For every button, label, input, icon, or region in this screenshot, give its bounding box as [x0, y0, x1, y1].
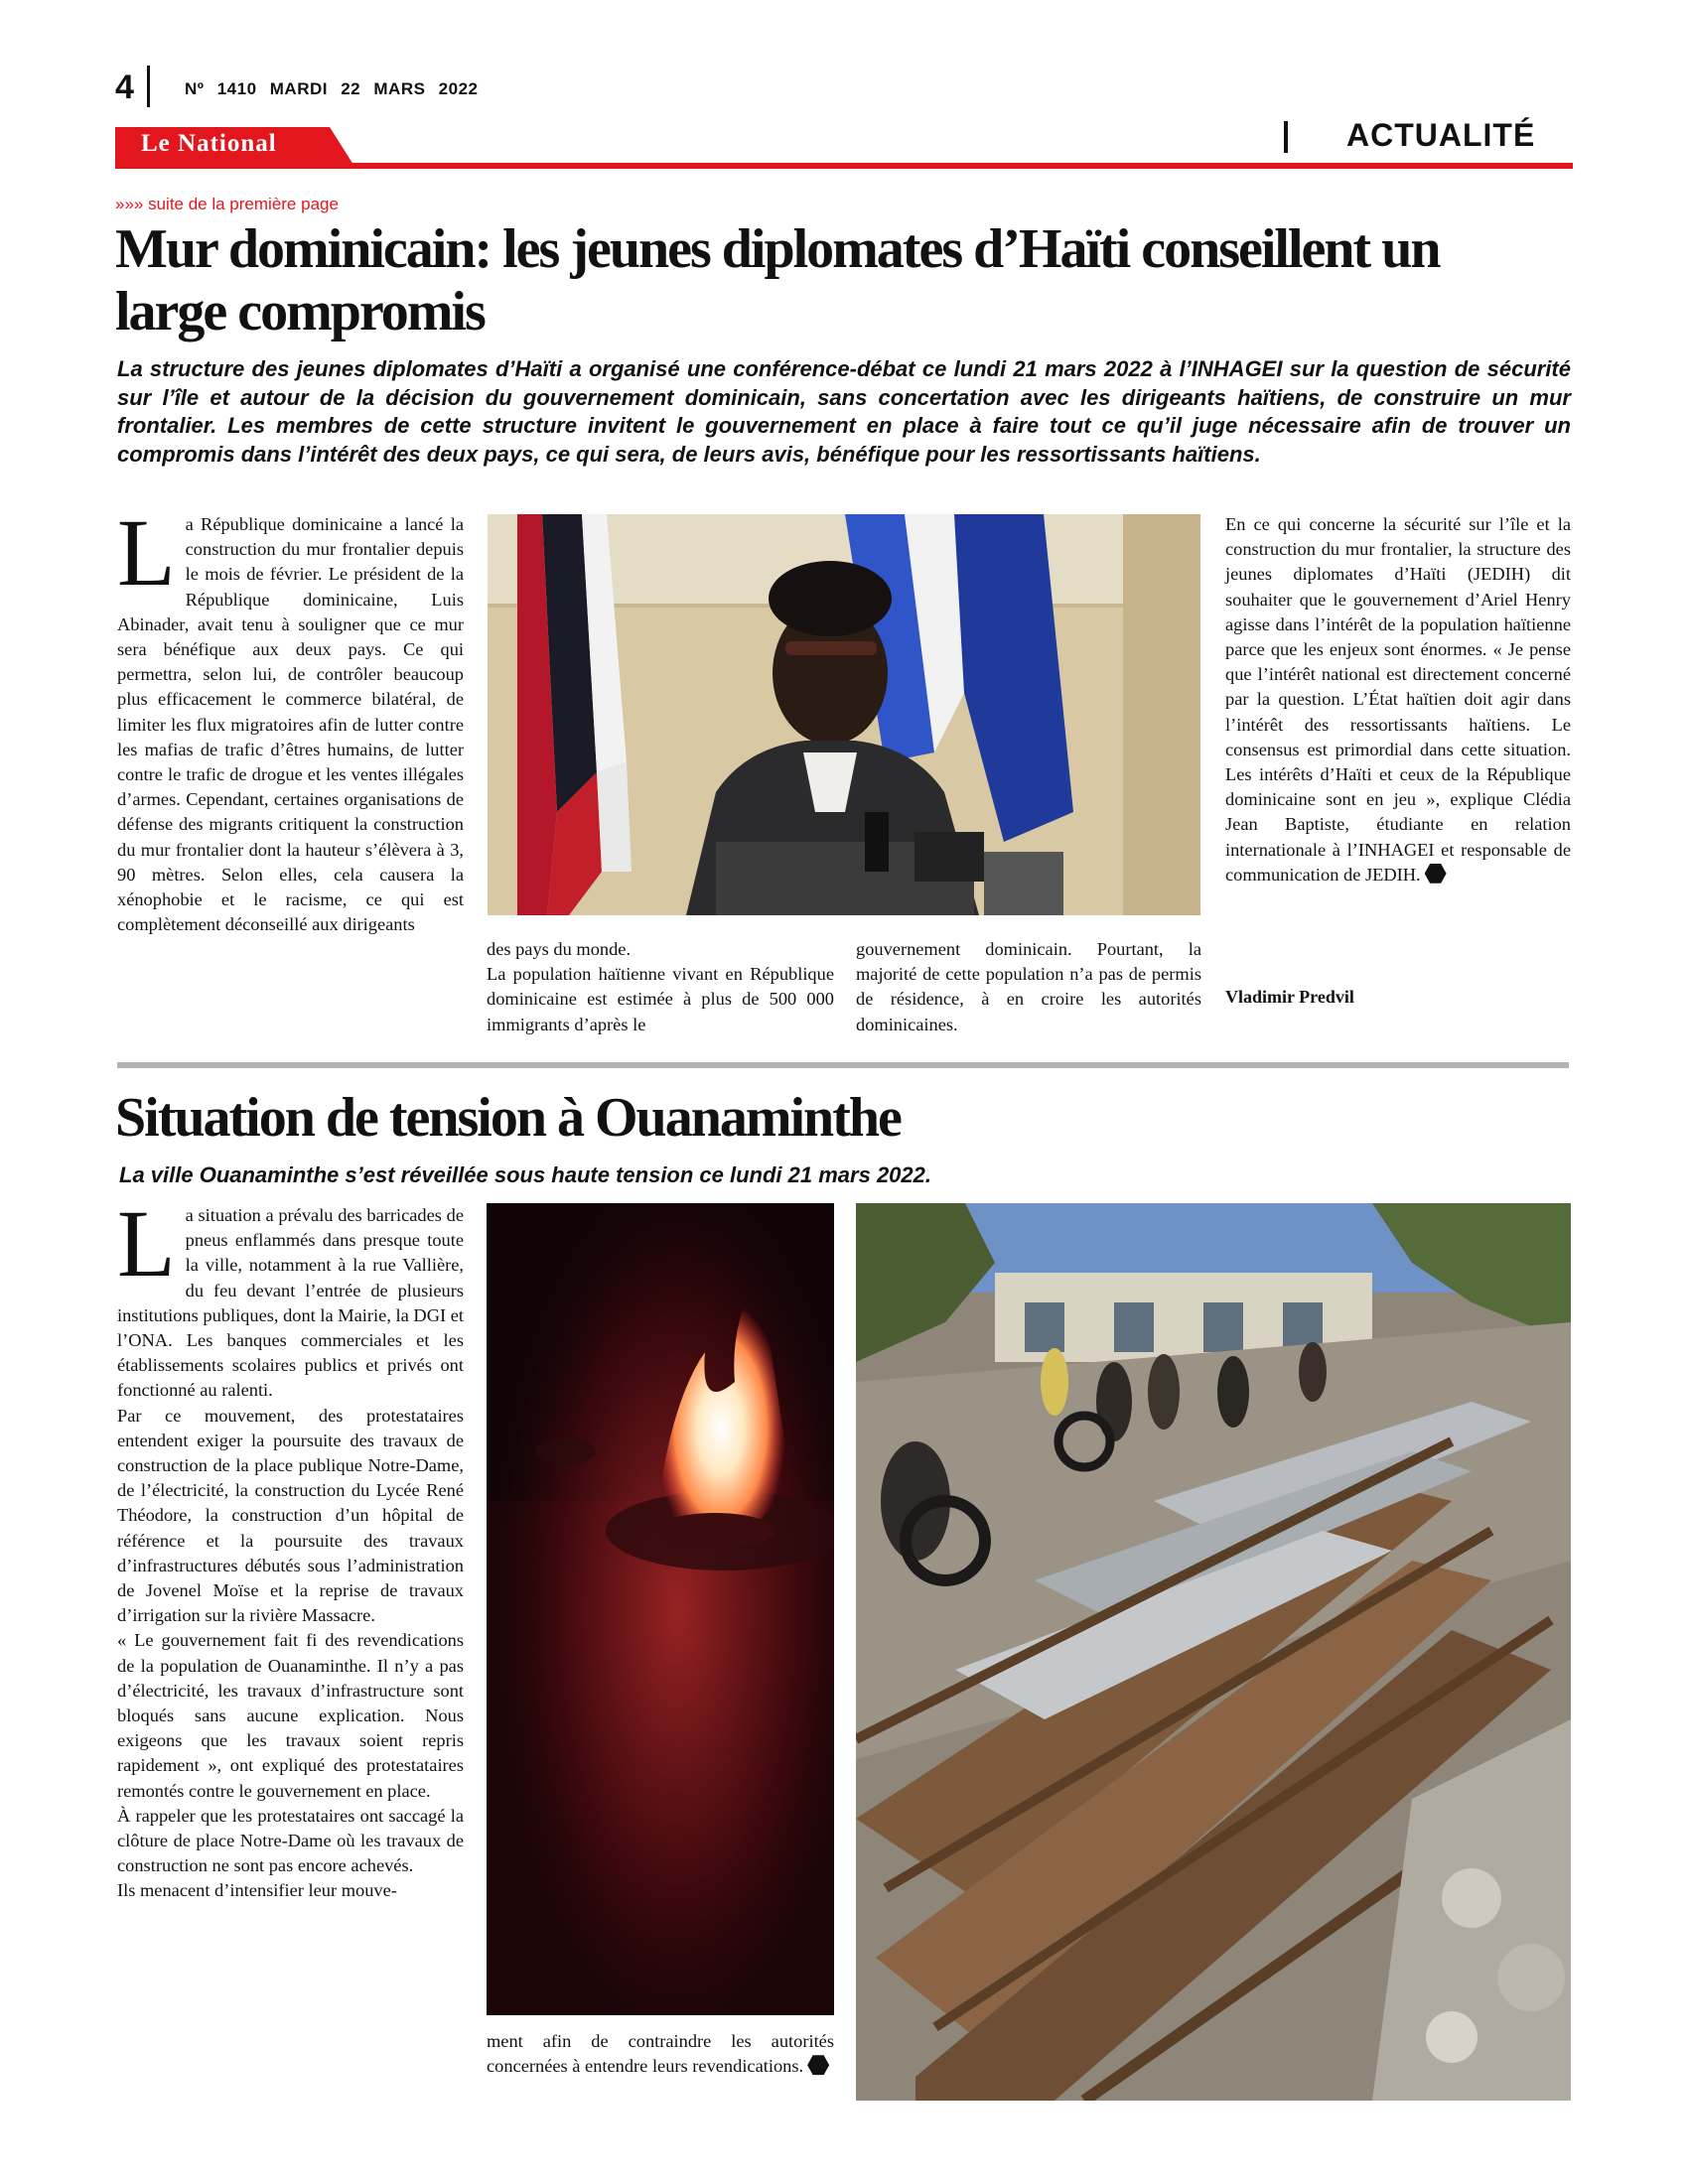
- burning-tire-photo-illustration: [487, 1203, 834, 2015]
- article2-column-1: [117, 1190, 464, 1904]
- article2-headline: Situation de tension à Ouanaminthe: [115, 1087, 901, 1149]
- header-rule: [115, 163, 1573, 169]
- article1-column-3: gouvernement dominicain. Pourtant, la majorité de cette population n’a pas de permis de résidence, à en croire les autorités dominicaines.: [856, 939, 1201, 1034]
- article2-paragraph-2: Par ce mouvement, des protestataires entendent exiger la poursuite des travaux de construction de la place publique Notre-Dame, de l’électricité, la construction du Lycée René Théodore, la construction d’un hôpital de référence et la poursuite des travaux d’infrastructures débutés sous l’administration de Jovenel Moïse et la reprise de travaux d’irrigation sur la rivière Massacre.: [117, 1405, 464, 1626]
- brand-name: Le National: [141, 130, 277, 157]
- page-number-divider: [147, 66, 150, 107]
- article2-column-2: [487, 2029, 834, 2079]
- article-separator: [117, 1062, 1569, 1068]
- article2-fire-photo: [487, 1203, 834, 2015]
- page-number: 4: [115, 68, 134, 106]
- section-divider: [1284, 121, 1288, 153]
- end-mark-icon: [1425, 863, 1447, 885]
- article1-column-2: des pays du monde. La population haïtienne vivant en République dominicaine est estimée à plus de 500 000 immigrants d’après le: [487, 939, 834, 1034]
- article1-photo: [488, 514, 1200, 915]
- article1-byline: Vladimir Predvil: [1225, 987, 1354, 1007]
- article2-paragraph-5: Ils menacent d’intensifier leur mouve-: [117, 1880, 397, 1901]
- article2-dropcap: L: [117, 1190, 176, 1297]
- article2-paragraph-3: « Le gouvernement fait fi des revendications de la population de Ouanaminthe. Il n’y a pas d’électricité, les travaux d’infrastructure sont bloqués sans aucune explication. Nous exigeons que les travaux soient repris rapidement », ont expliqué des protestataires remontés contre le gouvernement en place.: [117, 1630, 464, 1801]
- article1-column-4-text: En ce qui concerne la sécurité sur l’île et la construction du mur frontalier, la structure des jeunes diplomates d’Haïti (JEDIH) dit souhaiter que le gouvernement d’Ariel Henry agisse dans l’intérêt de la population haïtienne parce que les enjeux sont énormes. « Je pense que l’intérêt national est directement concerné par la question. L’État haïtien doit agir dans l’intérêt des ressortissants haïtiens. Le consensus est primordial dans cette situation. Les intérêts d’Haïti et ceux de la République dominicaine sont en jeu », explique Clédia Jean Baptiste, étudiante en relation internationale à l’INHAGEI et responsable de communication de JEDIH.: [1225, 514, 1571, 885]
- article1-headline: [115, 218, 1585, 343]
- article2-lede: La ville Ouanaminthe s’est réveillée sous haute tension ce lundi 21 mars 2022.: [119, 1162, 931, 1187]
- issue-weekday: MARDI: [269, 79, 328, 98]
- article2-street-photo: [856, 1203, 1571, 2101]
- continued-kicker: »»» suite de la première page: [115, 195, 339, 213]
- article2-column-2-text: ment afin de contraindre les autorités concernées à entendre leurs revendications.: [487, 2031, 834, 2077]
- issue-number: Nº 1410: [185, 79, 257, 98]
- issue-year: 2022: [438, 79, 479, 98]
- article2-paragraph-1: a situation a prévalu des barricades de pneus enflammés dans presque toute la ville, notamment à la rue Vallière, du feu devant l’entrée de plusieurs institutions publiques, dont la Mairie, la DGI et l’ONA. Les banques commerciales et les établissements scolaires publics et privés ont fonctionné au ralenti.: [117, 1205, 464, 1401]
- issue-day: 22: [341, 79, 361, 98]
- issue-info: [185, 79, 479, 99]
- article1-column-4: [1225, 512, 1571, 887]
- street-barricade-photo-illustration: [856, 1203, 1571, 2101]
- article1-headline-line2: large compromis: [115, 281, 485, 342]
- article1-column-1: [117, 499, 464, 937]
- end-mark-icon: [807, 2054, 829, 2076]
- issue-month: MARS: [373, 79, 426, 98]
- section-label: ACTUALITÉ: [1346, 117, 1536, 153]
- article1-dropcap: L: [117, 499, 176, 606]
- article1-headline-line1: Mur dominicain: les jeunes diplomates d’Haïti conseillent un: [115, 218, 1440, 280]
- article1-column-1-text: a République dominicaine a lancé la construction du mur frontalier depuis le mois de février. Le président de la République dominicaine, Luis Abinader, avait tenu à souligner que ce mur sera bénéfique aux deux pays. Ce qui permettra, selon lui, de contrôler beaucoup plus efficacement le commerce bilatéral, de limiter les flux migratoires afin de lutter contre les mafias de trafic d’êtres humains, de lutter contre le trafic de drogue et les ventes illégales d’armes. Cependant, certaines organisations de défense des migrants critiquent la construction du mur frontalier dont la hauteur s’élèvera à 3, 90 mètres. Selon elles, cela causera la xénophobie et le racisme, ce qui est complètement déconseillé aux dirigeants: [117, 514, 464, 935]
- article1-lede: La structure des jeunes diplomates d’Haïti a organisé une conférence-débat ce lundi 21 mars 2022 à l’INHAGEI sur la question de sécurité sur l’île et autour de la décision du gouvernement dominicain, sans concertation avec les dirigeants haïtiens, de construire un mur frontalier. Les membres de cette structure invitent le gouvernement en place à faire tout ce qu’il juge nécessaire afin de trouver un compromis dans l’intérêt des deux pays, ce qui sera, de leurs avis, bénéfique pour les ressortissants haïtiens.: [117, 356, 1571, 467]
- conference-photo-illustration: [488, 514, 1200, 915]
- article2-paragraph-4: À rappeler que les protestataires ont saccagé la clôture de place Notre-Dame où les travaux de construction ne sont pas encore achevés.: [117, 1805, 464, 1876]
